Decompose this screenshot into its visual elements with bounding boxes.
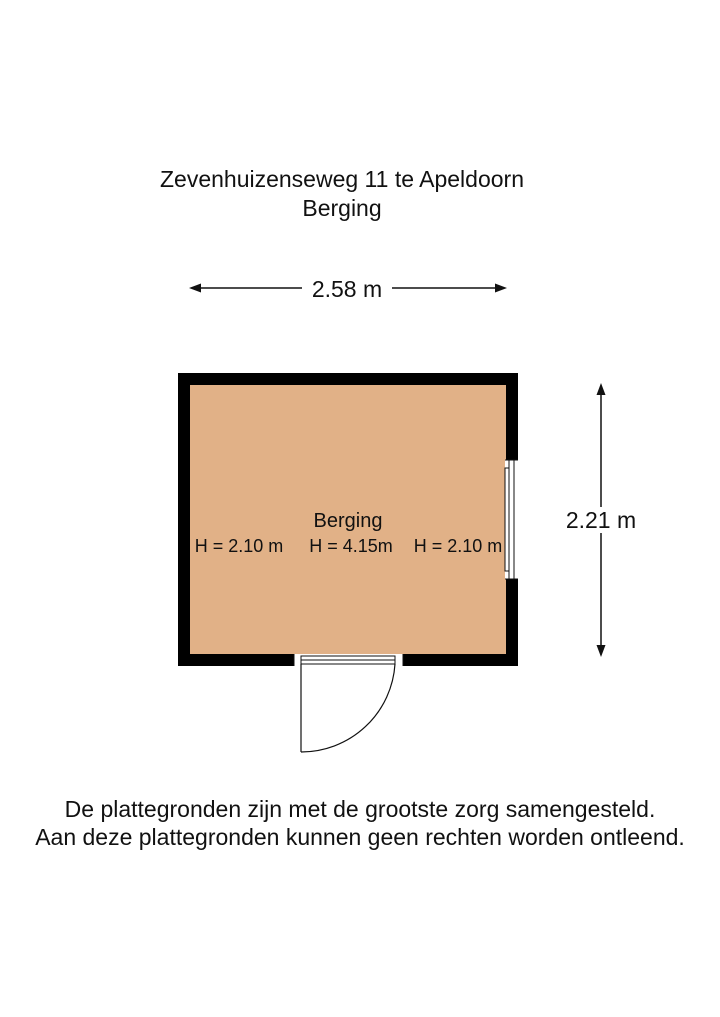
- room-height-right-label: H = 2.10 m: [413, 536, 503, 556]
- plan-address-title: Zevenhuizenseweg 11 te Apeldoorn: [159, 166, 524, 192]
- disclaimer-line-1: De plattegronden zijn met de grootste zorg samengesteld.: [64, 796, 656, 822]
- room-name-label: Berging: [313, 510, 383, 532]
- plan-floor-subtitle: Berging: [302, 195, 382, 221]
- width-arrow-right-head: [495, 284, 507, 293]
- door-bottom: [294, 654, 403, 752]
- room-height-left-label: H = 2.10 m: [194, 536, 284, 556]
- depth-dimension: [566, 383, 638, 657]
- room-berging: [178, 373, 518, 752]
- depth-arrow-bottom-head: [597, 645, 606, 657]
- depth-label: 2.21 m: [565, 507, 637, 533]
- disclaimer-line-2: Aan deze plattegronden kunnen geen rechten worden ontleend.: [35, 824, 685, 850]
- width-label: 2.58 m: [311, 276, 383, 302]
- window-right: [505, 460, 518, 579]
- door-swing-arc: [301, 664, 395, 752]
- width-dimension: [189, 276, 507, 302]
- width-arrow-left-head: [189, 284, 201, 293]
- room-height-center-label: H = 4.15m: [309, 536, 393, 556]
- depth-arrow-top-head: [597, 383, 606, 395]
